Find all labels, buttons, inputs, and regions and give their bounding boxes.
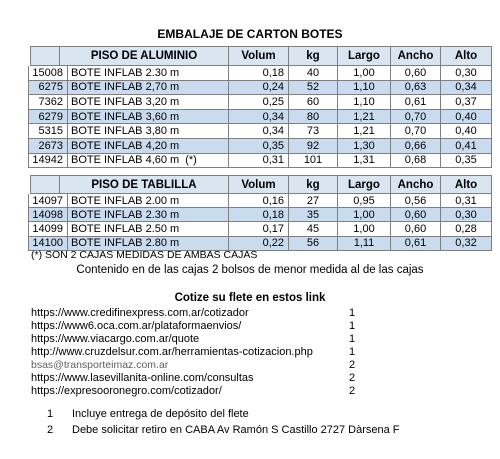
cell-largo: 1,11	[338, 237, 391, 251]
cell-code: 14099	[28, 222, 68, 236]
freight-link[interactable]: http://www.cruzdelsur.com.ar/herramientas-cotizacion.php	[31, 345, 313, 358]
cell-alto: 0,30	[441, 66, 492, 81]
cell-ancho: 0,61	[391, 237, 441, 251]
header-piso-tablilla: PISO DE TABLILLA	[60, 175, 229, 194]
cell-kg: 80	[289, 110, 338, 125]
header-code-cell	[30, 175, 60, 194]
cell-volum: 0,17	[229, 222, 289, 236]
cell-ancho: 0,56	[391, 194, 441, 208]
link-note-number: 2	[348, 385, 356, 398]
table-row	[0, 124, 500, 139]
header-kg: kg	[289, 46, 338, 66]
cell-code: 15008	[28, 66, 68, 81]
cell-ancho: 0,60	[391, 66, 441, 81]
cell-kg: 52	[289, 81, 338, 96]
cell-name	[68, 81, 229, 96]
cell-name	[68, 154, 229, 169]
cell-name	[68, 208, 229, 222]
header-largo: Largo	[338, 175, 391, 194]
cell-alto: 0,30	[441, 208, 492, 222]
header-code-cell	[30, 46, 60, 66]
cell-volum: 0,18	[229, 208, 289, 222]
cell-name	[68, 110, 229, 125]
link-row	[0, 306, 500, 319]
cell-largo: 1,00	[338, 208, 391, 222]
cell-largo: 1,21	[338, 124, 391, 139]
cell-largo: 1,30	[338, 139, 391, 154]
table-row	[0, 66, 500, 81]
cell-ancho: 0,63	[391, 81, 441, 96]
cell-kg: 73	[289, 124, 338, 139]
note-number: 1	[46, 407, 54, 420]
table-row	[0, 222, 500, 236]
cell-name	[68, 66, 229, 81]
header-largo: Largo	[338, 46, 391, 66]
tablilla-header-row	[0, 175, 500, 194]
cell-largo: 1,10	[338, 95, 391, 110]
title-row	[0, 24, 500, 44]
cell-ancho: 0,70	[391, 124, 441, 139]
header-ancho: Ancho	[391, 175, 441, 194]
cell-name	[68, 95, 229, 110]
product-name: BOTE INFLAB 3,20 m	[71, 95, 180, 108]
cell-alto: 0,28	[441, 222, 492, 236]
cell-ancho: 0,70	[391, 110, 441, 125]
cell-code: 14100	[28, 237, 68, 251]
link-row	[0, 372, 500, 385]
cell-code: 14097	[28, 194, 68, 208]
cell-volum: 0,34	[229, 124, 289, 139]
cell-volum: 0,18	[229, 66, 289, 81]
cell-ancho: 0,60	[391, 222, 441, 236]
product-name: BOTE INFLAB 4,60 m	[71, 154, 180, 167]
cell-code: 5315	[28, 124, 68, 139]
product-name: BOTE INFLAB 2.30 m	[71, 66, 180, 79]
cell-code: 2673	[28, 139, 68, 154]
cell-name	[68, 139, 229, 154]
cell-code: 14098	[28, 208, 68, 222]
cell-code: 6275	[28, 81, 68, 96]
sheet-title: EMBALAJE DE CARTON BOTES	[157, 27, 343, 41]
table-row	[0, 110, 500, 125]
cell-largo: 1,10	[338, 81, 391, 96]
link-row	[0, 332, 500, 345]
aluminio-header-row	[0, 46, 500, 66]
product-note: (*)	[185, 154, 197, 167]
cell-kg: 40	[289, 66, 338, 81]
cell-alto: 0,40	[441, 124, 492, 139]
table-row	[0, 208, 500, 222]
freight-link[interactable]: bsas@transporteimaz.com.ar	[31, 358, 169, 371]
cell-code: 6279	[28, 110, 68, 125]
product-name: BOTE INFLAB 2.80 m	[71, 237, 180, 250]
cell-alto: 0,40	[441, 110, 492, 125]
cell-volum: 0,16	[229, 194, 289, 208]
table-row	[0, 95, 500, 110]
cell-volum: 0,25	[229, 95, 289, 110]
link-note-number: 1	[348, 345, 356, 358]
freight-link[interactable]: https://www6.oca.com.ar/plataformaenvios/	[31, 319, 242, 332]
product-name: BOTE INFLAB 4,20 m	[71, 139, 180, 152]
header-kg: kg	[289, 175, 338, 194]
cell-code: 7362	[28, 95, 68, 110]
header-alto: Alto	[441, 46, 492, 66]
cell-name	[68, 124, 229, 139]
cell-alto: 0,41	[441, 139, 492, 154]
note-row	[0, 406, 500, 421]
link-row	[0, 358, 500, 371]
cell-alto: 0,35	[441, 154, 492, 169]
product-name: BOTE INFLAB 3,80 m	[71, 125, 180, 138]
table-row	[0, 154, 500, 169]
cell-volum: 0,24	[229, 81, 289, 96]
cell-ancho: 0,66	[391, 139, 441, 154]
cell-volum: 0,22	[229, 237, 289, 251]
cell-volum: 0,34	[229, 110, 289, 125]
link-row	[0, 319, 500, 332]
table-row	[0, 139, 500, 154]
cell-code: 14942	[28, 154, 68, 169]
product-name: BOTE INFLAB 2.50 m	[71, 222, 180, 235]
product-name: BOTE INFLAB 2,70 m	[71, 81, 180, 94]
cell-kg: 27	[289, 194, 338, 208]
table-row	[0, 194, 500, 208]
contenido-text: Contenido en de las cajas 2 bolsos de menor medida al de las cajas	[76, 264, 424, 276]
cell-largo: 0,95	[338, 194, 391, 208]
cell-largo: 1,21	[338, 110, 391, 125]
header-volum: Volum	[229, 46, 289, 66]
cell-largo: 1,00	[338, 222, 391, 236]
link-row	[0, 345, 500, 358]
cell-name	[68, 194, 229, 208]
cell-ancho: 0,61	[391, 95, 441, 110]
cell-alto: 0,32	[441, 237, 492, 251]
footnote: (*) SON 2 CAJAS MEDIDAS DE AMBAS CAJAS	[31, 249, 258, 261]
product-name: BOTE INFLAB 2.00 m	[71, 194, 180, 207]
link-note-number: 1	[348, 332, 356, 345]
product-name: BOTE INFLAB 3,60 m	[71, 110, 180, 123]
link-note-number: 2	[348, 358, 356, 371]
cell-kg: 60	[289, 95, 338, 110]
freight-link[interactable]: https://www.viacargo.com.ar/quote	[31, 332, 200, 345]
cell-volum: 0,35	[229, 139, 289, 154]
cell-ancho: 0,68	[391, 154, 441, 169]
cell-alto: 0,31	[441, 194, 492, 208]
product-name: BOTE INFLAB 2.30 m	[71, 208, 180, 221]
note-number: 2	[46, 423, 54, 436]
cell-kg: 101	[289, 154, 338, 169]
note-row	[0, 422, 500, 437]
header-piso-aluminio: PISO DE ALUMINIO	[60, 46, 229, 66]
cell-largo: 1,31	[338, 154, 391, 169]
cell-largo: 1,00	[338, 66, 391, 81]
footnote-row	[0, 248, 500, 262]
note-text: Debe solicitar retiro en CABA Av Ramón S Castillo 2727 Dàrsena F	[72, 423, 400, 436]
contenido-row	[0, 262, 500, 278]
cotize-title-row	[0, 290, 500, 306]
cell-kg: 35	[289, 208, 338, 222]
link-note-number: 1	[348, 319, 356, 332]
header-alto: Alto	[441, 175, 492, 194]
freight-link[interactable]: https://expresooronegro.com/cotizador/	[31, 385, 222, 398]
cell-alto: 0,37	[441, 95, 492, 110]
freight-link[interactable]: https://www.lasevillanita-online.com/consultas	[31, 372, 254, 384]
cell-name	[68, 222, 229, 236]
cell-kg: 92	[289, 139, 338, 154]
freight-link[interactable]: https://www.credifinexpress.com.ar/cotizador	[31, 306, 249, 319]
cell-ancho: 0,60	[391, 208, 441, 222]
link-note-number: 2	[348, 372, 356, 384]
cell-kg: 45	[289, 222, 338, 236]
header-ancho: Ancho	[391, 46, 441, 66]
header-volum: Volum	[229, 175, 289, 194]
table-row	[0, 81, 500, 96]
cell-kg: 56	[289, 237, 338, 251]
note-text: Incluye entrega de depósito del flete	[72, 407, 249, 420]
link-note-number: 1	[348, 306, 356, 319]
cotize-title: Cotize su flete en estos link	[174, 292, 326, 304]
link-row	[0, 385, 500, 398]
cell-volum: 0,31	[229, 154, 289, 169]
cell-alto: 0,34	[441, 81, 492, 96]
